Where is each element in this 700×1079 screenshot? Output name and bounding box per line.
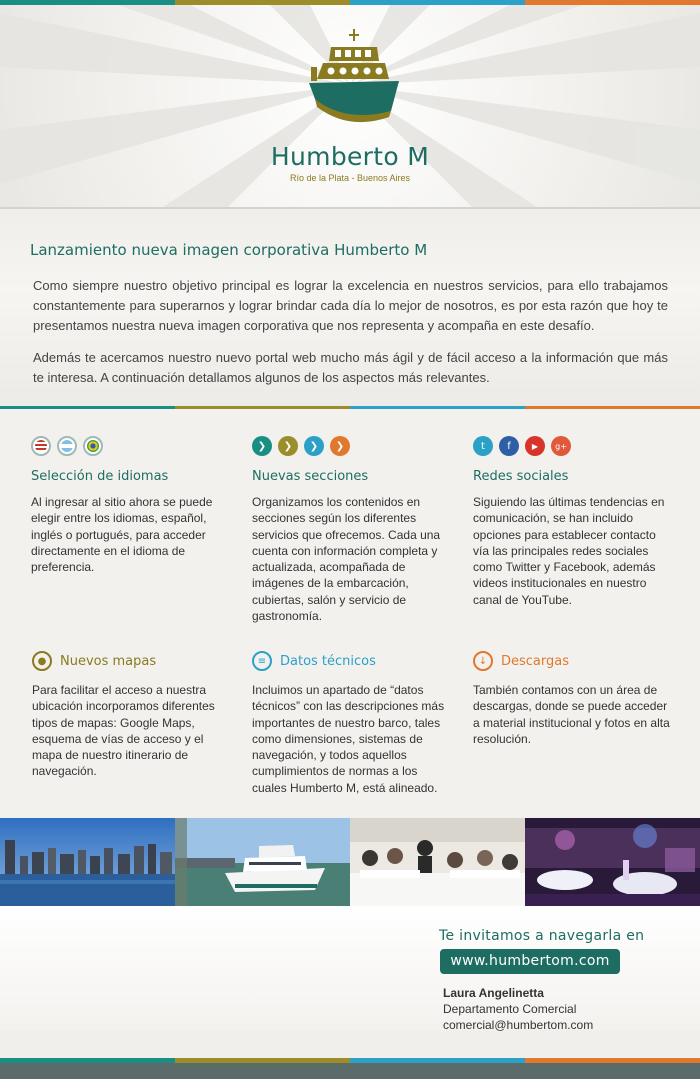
feature-text: Incluimos un apartado de “datos técnicos” con las descripciones más importantes de nuestro barco, tales como dimensiones, sistemas de navegación, y todos aquellos cumplimientos de normas a los cuales Humberto M, está alineado. bbox=[252, 683, 445, 795]
facebook-icon[interactable]: f bbox=[499, 436, 519, 456]
photo-dining-deck bbox=[350, 818, 525, 906]
map-pin-icon: ● bbox=[32, 651, 52, 671]
contact-email-link[interactable]: comercial@humbertom.com bbox=[443, 1018, 594, 1032]
chevron-right-icon[interactable]: ❯ bbox=[278, 436, 298, 456]
header-banner bbox=[0, 5, 700, 209]
intro-section bbox=[0, 211, 700, 406]
footer-section bbox=[0, 906, 700, 1030]
bottom-band bbox=[0, 1063, 700, 1079]
intro-paragraph-2: Además te acercamos nuestro nuevo portal web mucho más ágil y de fácil acceso a la información que más te interesa. A continuación detallamos algunos de los aspectos más relevantes. bbox=[33, 350, 668, 385]
contact-name: Laura Angelinetta bbox=[443, 986, 544, 1000]
chevron-right-icon[interactable]: ❯ bbox=[304, 436, 324, 456]
feature-redes bbox=[473, 435, 673, 608]
google-plus-icon[interactable]: g+ bbox=[551, 436, 571, 456]
language-selector bbox=[31, 435, 231, 457]
features-section bbox=[0, 409, 700, 817]
feature-title: Nuevas secciones bbox=[252, 469, 369, 484]
photo-strip bbox=[0, 818, 700, 906]
photo-city-skyline bbox=[0, 818, 175, 906]
feature-datos bbox=[252, 650, 452, 796]
brazil-flag-icon[interactable] bbox=[83, 436, 103, 456]
brand-tagline: Río de la Plata - Buenos Aires bbox=[289, 173, 411, 183]
section-arrows bbox=[252, 435, 452, 457]
feature-title: Nuevos mapas bbox=[60, 653, 157, 669]
feature-idiomas bbox=[31, 435, 231, 575]
feature-title: Datos técnicos bbox=[280, 653, 376, 669]
photo-ship bbox=[175, 818, 350, 906]
feature-text: Siguiendo las últimas tendencias en comunicación, se han incluido opciones para establecer contacto vía las principales redes sociales como Twitter y Facebook, además videos institucionales en nuestro canal de YouTube. bbox=[473, 495, 665, 607]
website-link-button[interactable]: www.humbertom.com bbox=[440, 949, 620, 974]
brand-name: Humberto M bbox=[270, 142, 430, 171]
youtube-icon[interactable]: ▶ bbox=[525, 436, 545, 456]
feature-text: También contamos con un área de descargas, donde se puede acceder a material institucional y fotos en alta resolución. bbox=[473, 683, 670, 746]
twitter-icon[interactable]: t bbox=[473, 436, 493, 456]
download-icon: ↓ bbox=[473, 651, 493, 671]
argentina-flag-icon[interactable] bbox=[57, 436, 77, 456]
photo-event-salon bbox=[525, 818, 700, 906]
ship-logo-icon bbox=[305, 27, 403, 139]
social-icons bbox=[473, 435, 673, 457]
feature-title: Redes sociales bbox=[473, 469, 569, 484]
intro-paragraph-1: Como siempre nuestro objetivo principal es lograr la excelencia en nuestros servicios, para ello trabajamos constantemente para superarnos y lograr brindar cada día lo mejor de nosotros, es por esta razón que hoy te presentamos nuestra nueva imagen corporativa que nos representa y acompaña en este desafío. bbox=[33, 278, 668, 333]
invite-text: Te invitamos a navegarla en bbox=[439, 928, 645, 944]
list-icon: ≡ bbox=[252, 651, 272, 671]
feature-title: Selección de idiomas bbox=[31, 469, 169, 484]
contact-department: Departamento Comercial bbox=[443, 1002, 577, 1016]
feature-descargas bbox=[473, 650, 673, 747]
feature-text: Para facilitar el acceso a nuestra ubicación incorporamos diferentes tipos de mapas: Google Maps, esquema de vías de acceso y el mapa de nuestro itinerario de navegación. bbox=[32, 683, 215, 779]
chevron-right-icon[interactable]: ❯ bbox=[330, 436, 350, 456]
feature-mapas bbox=[32, 650, 232, 780]
feature-text: Organizamos los contenidos en secciones según los diferentes servicios que ofrecemos. Cada una cuenta con información completa y actualizada, acompañada de imágenes de la embarcación, cubiertas, salón y servicio de gastronomía. bbox=[252, 495, 441, 624]
feature-secciones bbox=[252, 435, 452, 624]
intro-title: Lanzamiento nueva imagen corporativa Humberto M bbox=[30, 241, 428, 259]
us-flag-icon[interactable] bbox=[31, 436, 51, 456]
feature-title: Descargas bbox=[501, 653, 570, 669]
feature-text: Al ingresar al sitio ahora se puede elegir entre los idiomas, español, inglés o portugués, para acceder directamente en el idioma de preferencia. bbox=[31, 495, 213, 575]
chevron-right-icon[interactable]: ❯ bbox=[252, 436, 272, 456]
